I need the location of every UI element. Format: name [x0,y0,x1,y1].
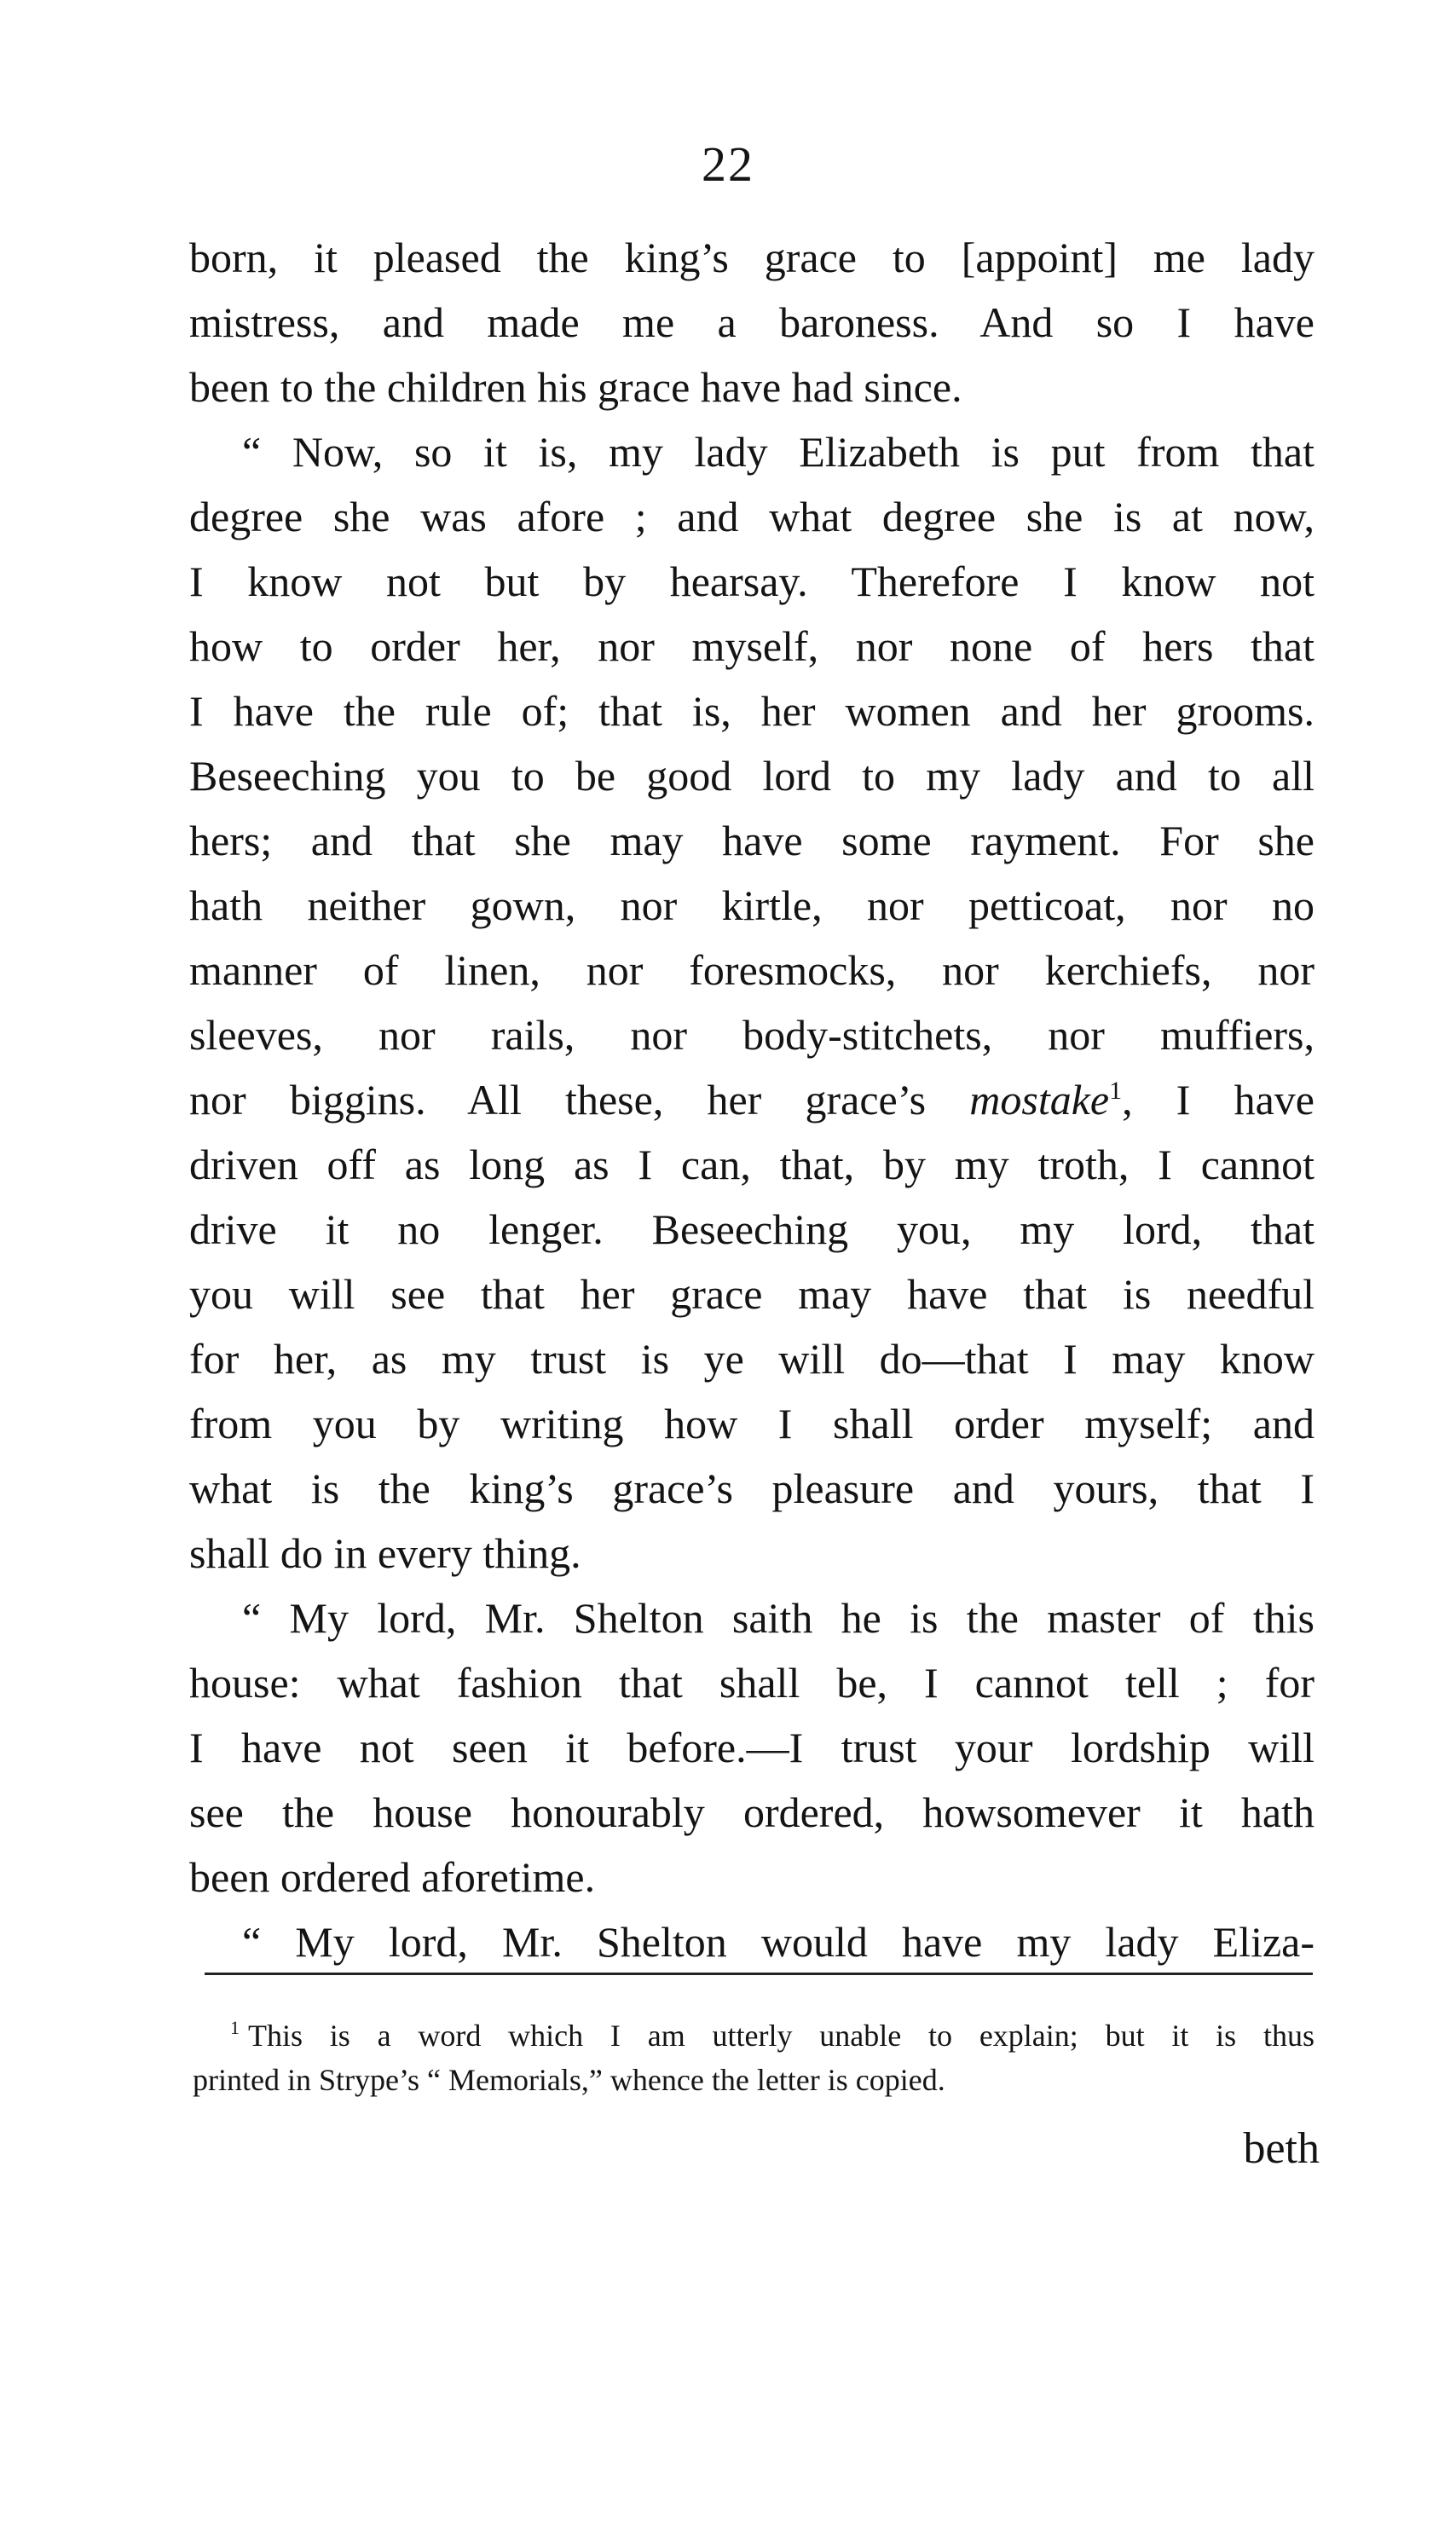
text-line: manner of linen, nor foresmocks, nor kerchiefs, nor [189,946,1314,994]
text-line: mistress, and made me a baroness. And so I have [189,298,1314,346]
text-line: what is the king’s grace’s pleasure and yours, that I [189,1464,1314,1512]
italic-word: mostake [969,1076,1110,1124]
text-line: been ordered aforetime. [189,1853,596,1901]
footnote-line: printed in Strype’s “ Memorials,” whence the letter is copied. [193,2063,945,2097]
text-line: hers; and that she may have some rayment. For she [189,817,1314,864]
text-line: been to the children his grace have had since. [189,363,962,411]
text-line: house: what fashion that shall be, I cannot tell ; for [189,1659,1314,1707]
text-line: driven off as long as I can, that, by my troth, I cannot [189,1141,1314,1188]
footnote-text: This is a word which I am utterly unable to explain; but it is thus [248,2019,1314,2053]
text-line: born, it pleased the king’s grace to [appoint] me lady [189,234,1314,281]
text-line: sleeves, nor rails, nor body-stitchets, nor muffiers, [189,1011,1314,1059]
text-line: “ Now, so it is, my lady Elizabeth is put from that [242,428,1314,476]
footnote [193,2013,1314,2102]
text-line-with-footnote-ref [189,1067,1314,1132]
text-line: drive it no lenger. Beseeching you, my lord, that [189,1205,1314,1253]
page-number: 22 [702,136,754,192]
text-line: how to order her, nor myself, nor none of hers that [189,622,1314,670]
text-line: I have the rule of; that is, her women and her grooms. [189,687,1314,735]
text-segment: nor biggins. All these, her grace’s [189,1076,970,1124]
text-segment: , I have [1122,1076,1314,1124]
text-line: you will see that her grace may have that is needful [189,1270,1314,1318]
body-text [189,225,1314,1974]
text-line: “ My lord, Mr. Shelton would have my lady Eliza- [242,1918,1314,1966]
text-line: degree she was afore ; and what degree she is at now, [189,493,1314,540]
text-line: shall do in every thing. [189,1529,581,1577]
footnote-line [193,2013,1314,2058]
text-line: hath neither gown, nor kirtle, nor petticoat, nor no [189,881,1314,929]
footnote-reference: 1 [1109,1077,1123,1105]
text-line: “ My lord, Mr. Shelton saith he is the master of this [242,1594,1314,1642]
text-line: I have not seen it before.—I trust your lordship will [189,1724,1314,1771]
text-line: see the house honourably ordered, howsomever it hath [189,1788,1314,1836]
text-line: Beseeching you to be good lord to my lady and to all [189,752,1314,800]
text-line: from you by writing how I shall order myself; and [189,1400,1314,1447]
footnote-divider [205,1973,1313,1975]
text-line: I know not but by hearsay. Therefore I know not [189,557,1314,605]
text-line: for her, as my trust is ye will do—that I may know [189,1335,1314,1383]
catchword: beth [1243,2124,1320,2173]
footnote-mark: 1 [230,2017,240,2038]
